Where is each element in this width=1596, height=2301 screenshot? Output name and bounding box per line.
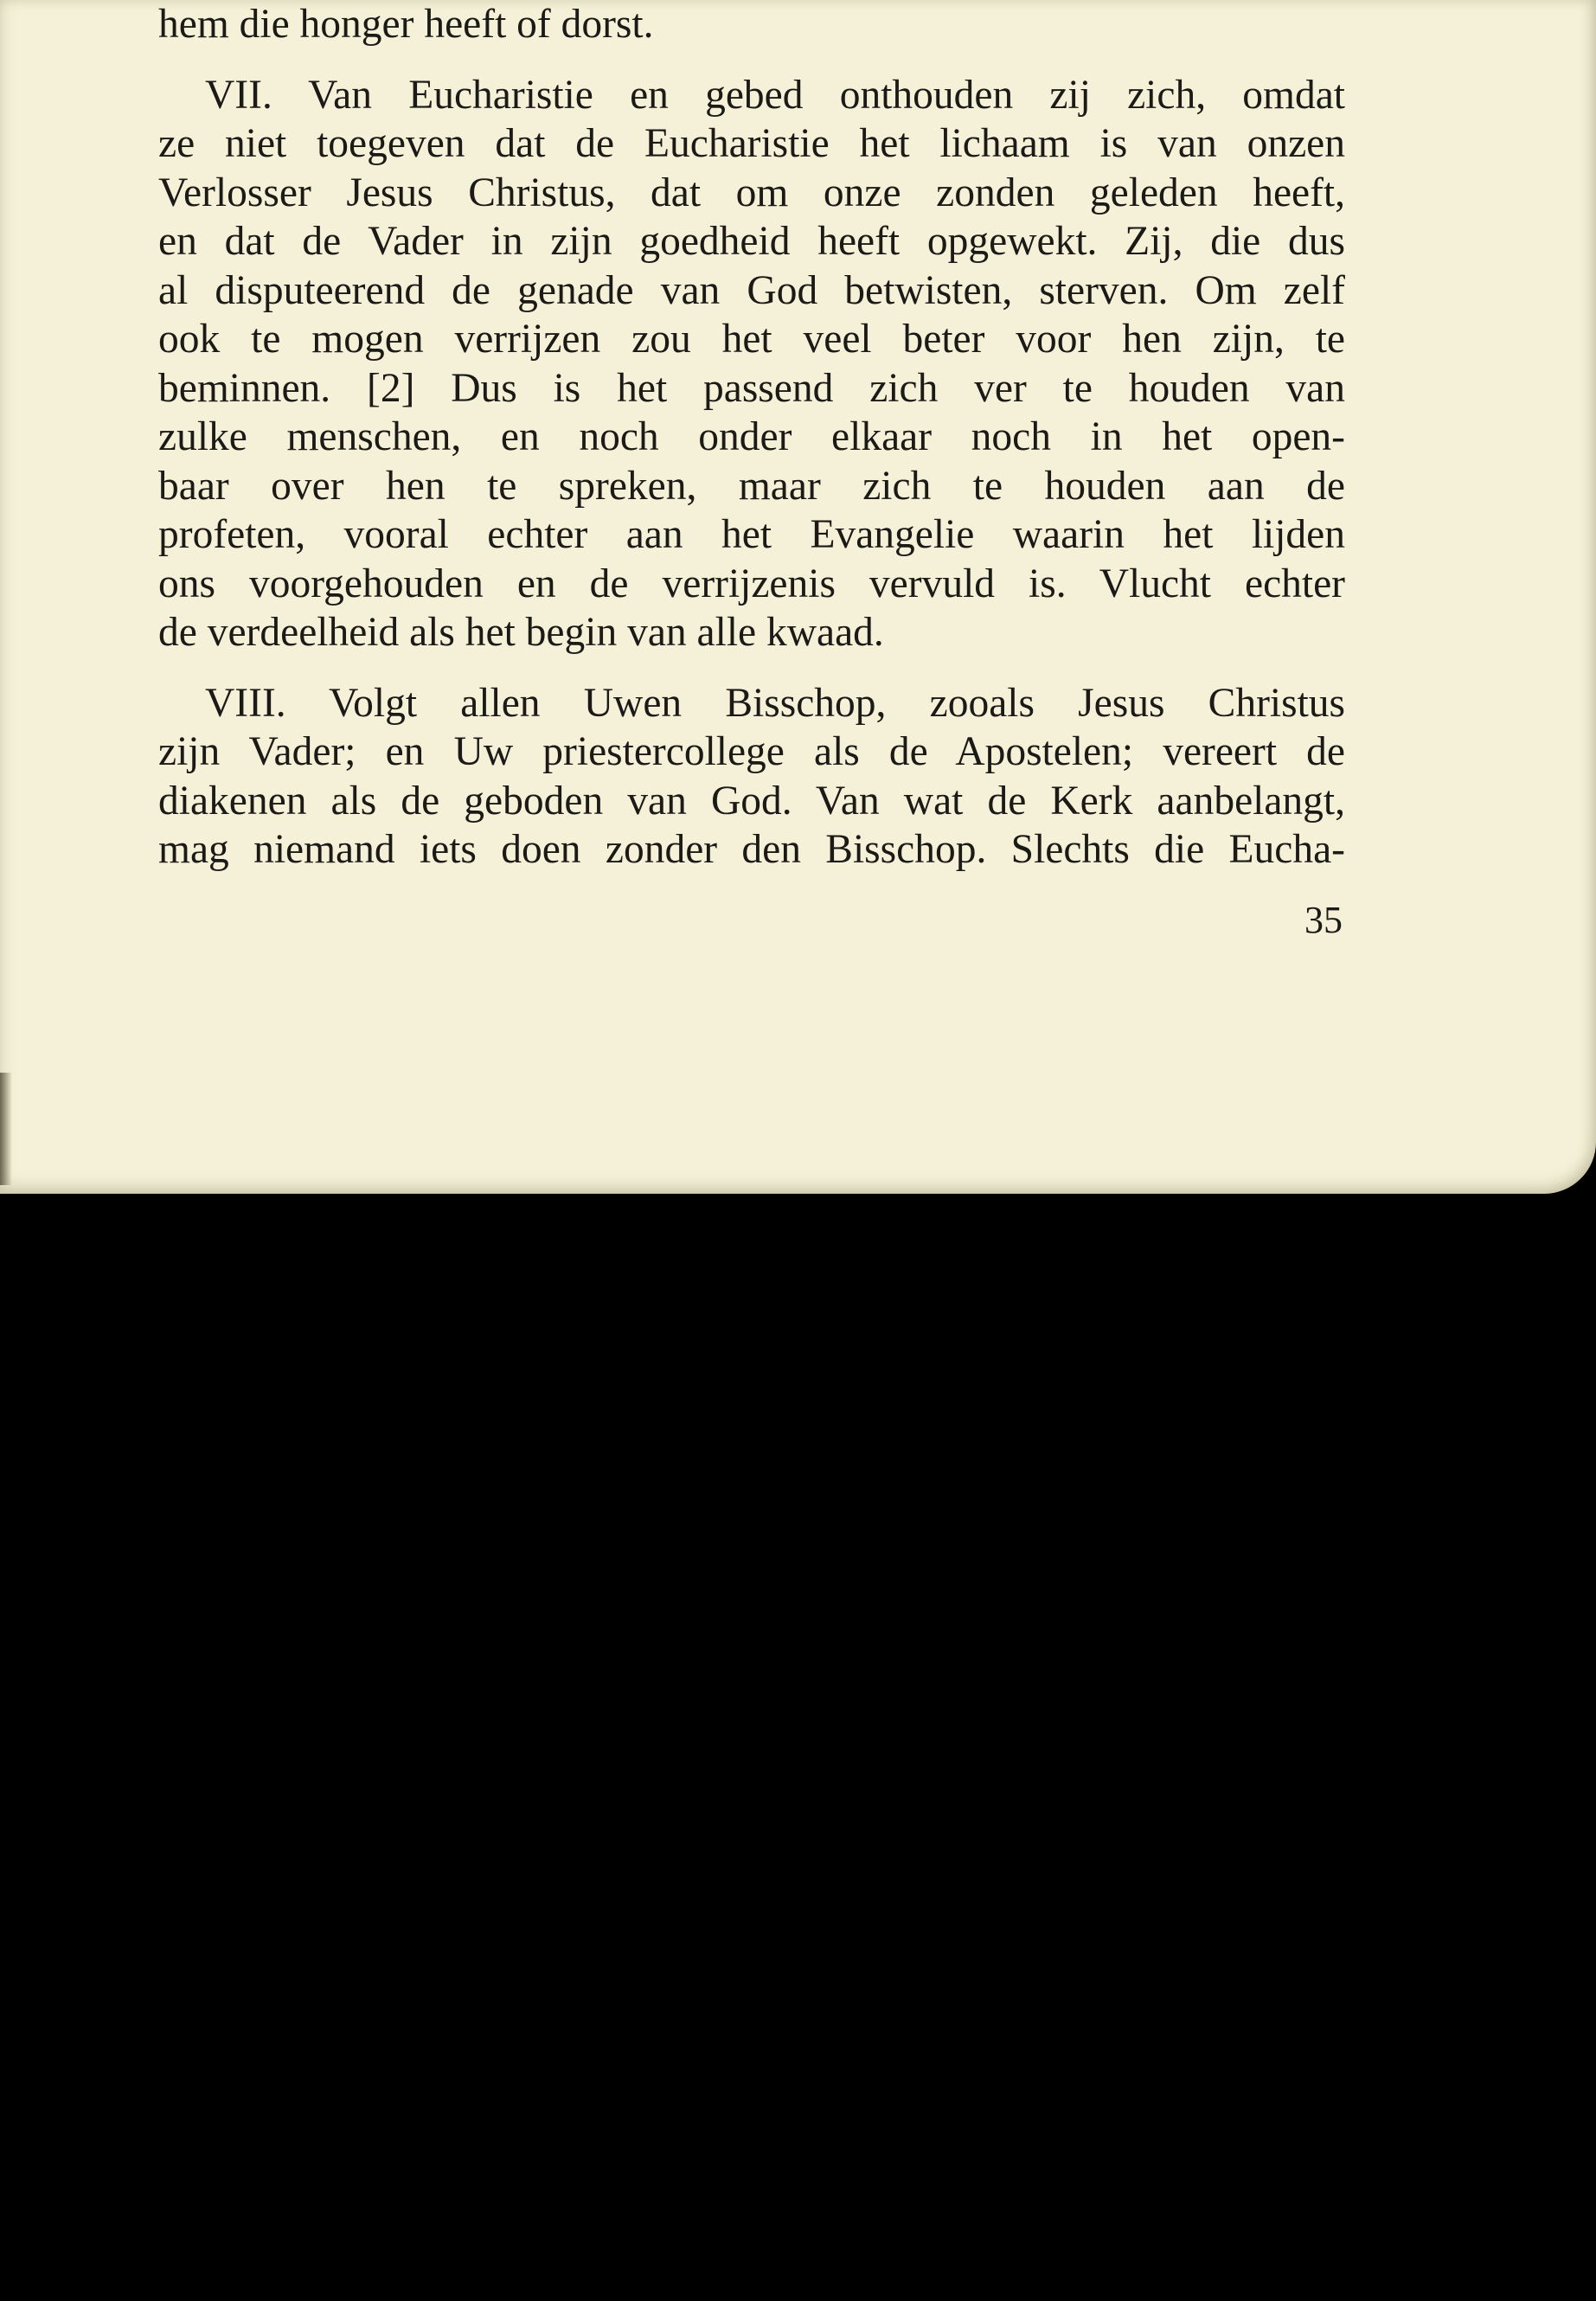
paragraph-vii <box>158 71 1345 657</box>
text-line: baar over hen te spreken, maar zich te houden aan de <box>158 463 1345 509</box>
text-line: hem die honger heeft of dorst. <box>158 2 654 47</box>
text-line: VII. Van Eucharistie en gebed onthouden zij zich, omdat <box>205 72 1345 118</box>
text-line: zijn Vader; en Uw priestercollege als de Apostelen; vereert de <box>158 729 1345 774</box>
text-line: mag niemand iets doen zonder den Bisschop. Slechts die Eucha- <box>158 827 1345 872</box>
page-edge-shadow <box>0 1073 12 1185</box>
text-line: zulke menschen, en noch onder elkaar noch in het open- <box>158 414 1345 459</box>
text-line: ze niet toegeven dat de Eucharistie het lichaam is van onzen <box>158 121 1345 166</box>
text-line: de verdeelheid als het begin van alle kwaad. <box>158 610 884 655</box>
text-line: Verlosser Jesus Christus, dat om onze zonden geleden heeft, <box>158 170 1345 215</box>
text-line: VIII. Volgt allen Uwen Bisschop, zooals Jesus Christus <box>205 680 1345 726</box>
paragraph-gap <box>158 657 1345 679</box>
paragraph-viii <box>158 679 1345 875</box>
text-line: en dat de Vader in zijn goedheid heeft opgewekt. Zij, die dus <box>158 219 1345 264</box>
text-line: ook te mogen verrijzen zou het veel beter voor hen zijn, te <box>158 317 1345 362</box>
text-line: beminnen. [2] Dus is het passend zich ver te houden van <box>158 365 1345 411</box>
page-text <box>158 0 1345 875</box>
text-line: diakenen als de geboden van God. Van wat de Kerk aanbelangt, <box>158 778 1345 824</box>
text-line: profeten, vooral echter aan het Evangelie waarin het lijden <box>158 512 1345 557</box>
page-number: 35 <box>1304 899 1343 941</box>
paragraph-gap <box>158 49 1345 71</box>
text-line: ons voorgehouden en de verrijzenis vervuld is. Vlucht echter <box>158 561 1345 606</box>
text-line: al disputeerend de genade van God betwisten, sterven. Om zelf <box>158 267 1345 313</box>
